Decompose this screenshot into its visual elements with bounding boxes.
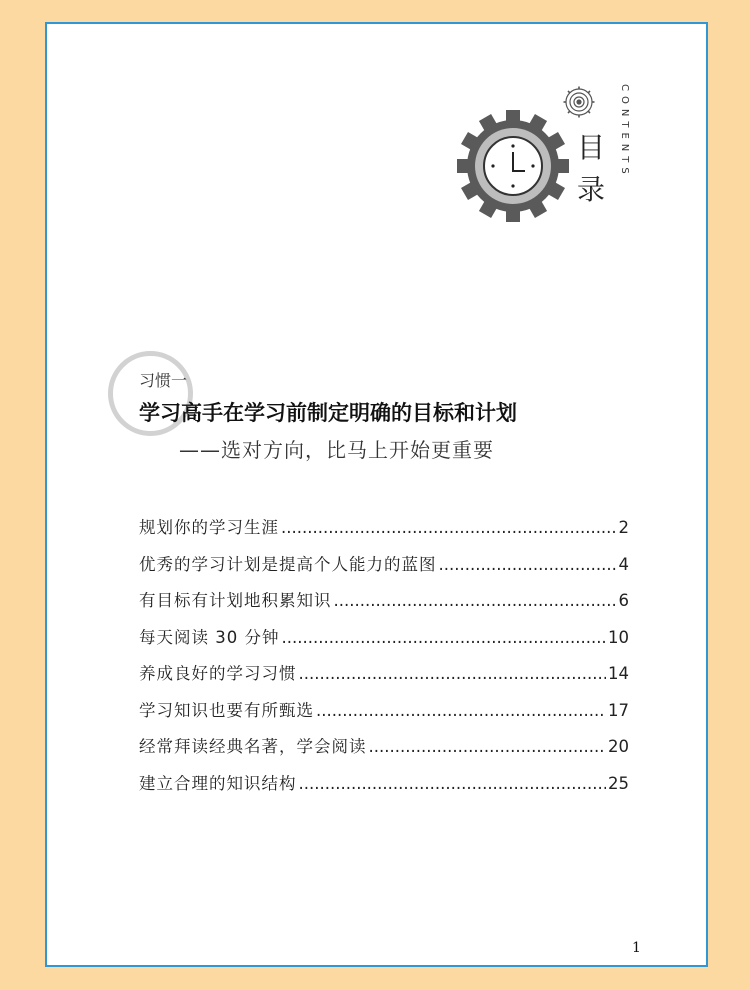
toc-leader-dots xyxy=(299,774,607,793)
toc-entry-page: 2 xyxy=(618,518,629,537)
toc-entry-page: 4 xyxy=(618,554,629,574)
toc-entry[interactable] xyxy=(139,697,629,734)
toc-entry[interactable] xyxy=(139,587,629,624)
toc-list xyxy=(139,514,629,806)
small-gear-icon xyxy=(563,86,595,118)
toc-entry[interactable] xyxy=(139,733,629,770)
toc-leader-dots xyxy=(369,737,607,756)
toc-leader-dots xyxy=(282,628,607,647)
toc-entry[interactable] xyxy=(139,514,629,551)
toc-entry-title: 学习知识也要有所甄选 xyxy=(139,700,314,720)
page-number: 1 xyxy=(632,940,641,956)
toc-leader-dots xyxy=(334,591,617,610)
toc-entry[interactable] xyxy=(139,660,629,697)
toc-entry-title: 经常拜读经典名著，学会阅读 xyxy=(139,737,367,756)
book-page xyxy=(45,22,708,967)
toc-entry-title: 有目标有计划地积累知识 xyxy=(139,591,332,610)
toc-entry-title: 规划你的学习生涯 xyxy=(139,518,279,537)
toc-leader-dots xyxy=(299,664,607,683)
toc-entry-page: 14 xyxy=(608,664,629,683)
toc-entry-page: 17 xyxy=(608,700,629,720)
contents-label: CONTENTS xyxy=(619,84,630,179)
toc-entry-title: 建立合理的知识结构 xyxy=(139,773,297,793)
toc-entry-page: 25 xyxy=(608,773,629,793)
toc-title-char-2: 录 xyxy=(577,173,606,206)
section-title: 学习高手在学习前制定明确的目标和计划 xyxy=(139,400,517,425)
toc-entry-page: 6 xyxy=(618,591,629,610)
toc-leader-dots xyxy=(281,518,617,537)
toc-leader-dots xyxy=(316,701,606,720)
toc-entry-title: 每天阅读 30 分钟 xyxy=(139,627,280,647)
toc-entry-title: 优秀的学习计划是提高个人能力的蓝图 xyxy=(139,554,437,574)
section-subtitle: ——选对方向，比马上开始更重要 xyxy=(179,438,494,462)
gear-clock-icon xyxy=(456,109,570,223)
toc-entry-page: 20 xyxy=(608,737,629,756)
section-label: 习惯一 xyxy=(139,371,188,390)
toc-entry[interactable] xyxy=(139,551,629,588)
toc-leader-dots xyxy=(439,555,617,574)
toc-title-char-1: 目 xyxy=(577,131,606,164)
toc-entry-page: 10 xyxy=(608,627,629,647)
toc-entry-title: 养成良好的学习习惯 xyxy=(139,664,297,683)
toc-entry[interactable] xyxy=(139,770,629,807)
toc-entry[interactable] xyxy=(139,624,629,661)
